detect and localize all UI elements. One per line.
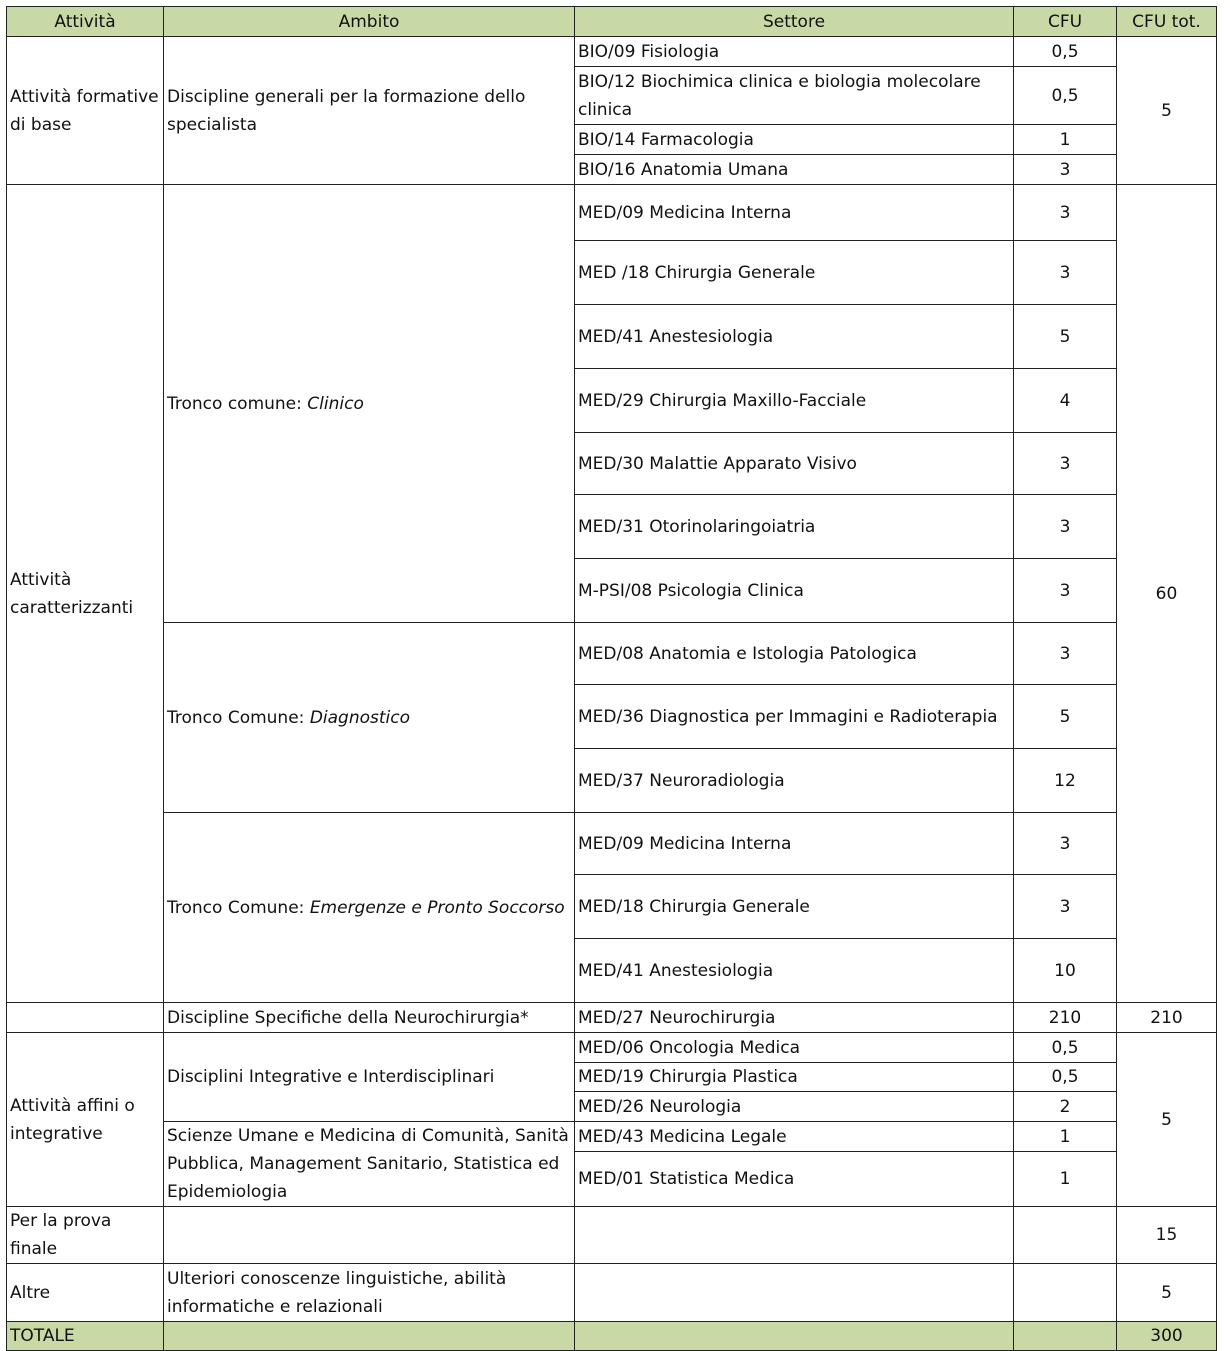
cfu-cell: 0,5 — [1014, 67, 1117, 125]
settore-cell — [575, 1207, 1014, 1264]
cfu-tot-cell: 5 — [1117, 1033, 1217, 1207]
table-row — [7, 1122, 1217, 1152]
settore-cell: MED/29 Chirurgia Maxillo-Facciale — [575, 369, 1014, 433]
ambito-prefix: Tronco Comune: — [167, 897, 310, 918]
attivita-cell: Attività caratterizzanti — [7, 185, 164, 1003]
settore-cell: BIO/16 Anatomia Umana — [575, 155, 1014, 185]
cfu-tot-cell: 15 — [1117, 1207, 1217, 1264]
header-row — [7, 7, 1217, 37]
header-cfu-tot: CFU tot. — [1117, 7, 1217, 37]
attivita-cell — [7, 1003, 164, 1033]
settore-cell: MED/41 Anestesiologia — [575, 939, 1014, 1003]
cfu-cell — [1014, 1322, 1117, 1351]
ambito-prefix: Tronco comune: — [167, 393, 308, 414]
table-row — [7, 1207, 1217, 1264]
cfu-tot-cell: 60 — [1117, 185, 1217, 1003]
cfu-cell — [1014, 1207, 1117, 1264]
table-row — [7, 37, 1217, 67]
ambito-label: Emergenze e Pronto Soccorso — [309, 897, 565, 918]
settore-cell: MED/26 Neurologia — [575, 1092, 1014, 1122]
settore-cell: MED/37 Neuroradiologia — [575, 749, 1014, 813]
settore-cell: MED/36 Diagnostica per Immagini e Radioterapia — [575, 685, 1014, 749]
settore-cell: MED/27 Neurochirurgia — [575, 1003, 1014, 1033]
cfu-tot-cell: 5 — [1117, 1264, 1217, 1322]
table-row — [7, 1264, 1217, 1322]
settore-cell: BIO/09 Fisiologia — [575, 37, 1014, 67]
table-row — [7, 623, 1217, 685]
cfu-cell: 0,5 — [1014, 37, 1117, 67]
cfu-cell — [1014, 1264, 1117, 1322]
settore-cell: MED/43 Medicina Legale — [575, 1122, 1014, 1152]
ambito-cell — [164, 623, 575, 813]
ambito-cell — [164, 813, 575, 1003]
header-settore: Settore — [575, 7, 1014, 37]
cfu-cell: 210 — [1014, 1003, 1117, 1033]
settore-cell: MED/19 Chirurgia Plastica — [575, 1063, 1014, 1092]
table-row — [7, 1003, 1217, 1033]
total-row — [7, 1322, 1217, 1351]
settore-cell: MED/18 Chirurgia Generale — [575, 875, 1014, 939]
cfu-cell: 3 — [1014, 559, 1117, 623]
settore-cell: MED/31 Otorinolaringoiatria — [575, 495, 1014, 559]
settore-cell — [575, 1322, 1014, 1351]
cfu-tot-cell: 210 — [1117, 1003, 1217, 1033]
ambito-cell: Scienze Umane e Medicina di Comunità, Sanità Pubblica, Management Sanitario, Statistica ed Epidemiologia — [164, 1122, 575, 1207]
cfu-cell: 3 — [1014, 433, 1117, 495]
cfu-cell: 3 — [1014, 875, 1117, 939]
cfu-cell: 2 — [1014, 1092, 1117, 1122]
cfu-cell: 3 — [1014, 623, 1117, 685]
attivita-cell: Per la prova finale — [7, 1207, 164, 1264]
settore-cell: MED /18 Chirurgia Generale — [575, 241, 1014, 305]
cfu-cell: 3 — [1014, 495, 1117, 559]
settore-cell: MED/01 Statistica Medica — [575, 1152, 1014, 1207]
header-cfu: CFU — [1014, 7, 1117, 37]
cfu-cell: 1 — [1014, 1122, 1117, 1152]
cfu-cell: 0,5 — [1014, 1063, 1117, 1092]
cfu-cell: 0,5 — [1014, 1033, 1117, 1063]
cfu-cell: 5 — [1014, 685, 1117, 749]
settore-cell — [575, 1264, 1014, 1322]
settore-cell: MED/08 Anatomia e Istologia Patologica — [575, 623, 1014, 685]
settore-cell: BIO/14 Farmacologia — [575, 125, 1014, 155]
cfu-cell: 3 — [1014, 185, 1117, 241]
settore-cell: BIO/12 Biochimica clinica e biologia molecolare clinica — [575, 67, 1014, 125]
cfu-cell: 1 — [1014, 125, 1117, 155]
cfu-cell: 10 — [1014, 939, 1117, 1003]
ambito-cell — [164, 1322, 575, 1351]
attivita-cell: Attività formative di base — [7, 37, 164, 185]
ambito-cell — [164, 185, 575, 623]
ambito-label: Diagnostico — [309, 707, 411, 728]
cfu-cell: 12 — [1014, 749, 1117, 813]
ambito-cell: Discipline Specifiche della Neurochirurgia* — [164, 1003, 575, 1033]
header-ambito: Ambito — [164, 7, 575, 37]
attivita-cell: Attività affini o integrative — [7, 1033, 164, 1207]
settore-cell: MED/41 Anestesiologia — [575, 305, 1014, 369]
settore-cell: MED/30 Malattie Apparato Visivo — [575, 433, 1014, 495]
cfu-cell: 3 — [1014, 155, 1117, 185]
cfu-cell: 3 — [1014, 241, 1117, 305]
ambito-cell — [164, 1207, 575, 1264]
settore-cell: M-PSI/08 Psicologia Clinica — [575, 559, 1014, 623]
table-row — [7, 813, 1217, 875]
ambito-label: Clinico — [307, 393, 364, 414]
total-label: TOTALE — [7, 1322, 164, 1351]
cfu-tot-cell: 5 — [1117, 37, 1217, 185]
settore-cell: MED/09 Medicina Interna — [575, 185, 1014, 241]
table-row — [7, 1033, 1217, 1063]
cfu-cell: 1 — [1014, 1152, 1117, 1207]
header-attivita: Attività — [7, 7, 164, 37]
ambito-cell: Discipline generali per la formazione dello specialista — [164, 37, 575, 185]
settore-cell: MED/06 Oncologia Medica — [575, 1033, 1014, 1063]
cfu-table — [6, 6, 1217, 1351]
cfu-cell: 3 — [1014, 813, 1117, 875]
ambito-cell: Ulteriori conoscenze linguistiche, abilità informatiche e relazionali — [164, 1264, 575, 1322]
cfu-cell: 5 — [1014, 305, 1117, 369]
settore-cell: MED/09 Medicina Interna — [575, 813, 1014, 875]
ambito-cell: Disciplini Integrative e Interdisciplinari — [164, 1033, 575, 1122]
cfu-cell: 4 — [1014, 369, 1117, 433]
table-row — [7, 185, 1217, 241]
total-value: 300 — [1117, 1322, 1217, 1351]
ambito-prefix: Tronco Comune: — [167, 707, 310, 728]
attivita-cell: Altre — [7, 1264, 164, 1322]
